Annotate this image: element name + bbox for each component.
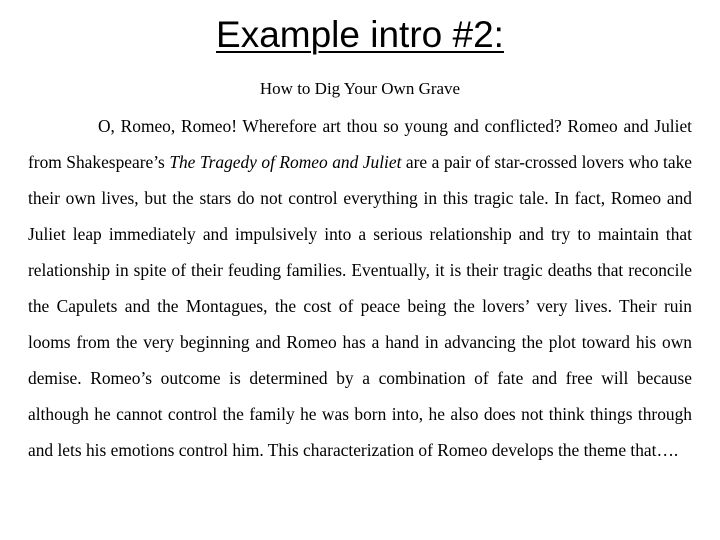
essay-title: How to Dig Your Own Grave [259, 79, 461, 98]
essay-paragraph [28, 108, 692, 468]
essay-paragraph-text-start: O, Romeo, Romeo! Wherefore art thou so young and conflicted? Romeo and Juliet from Shakespeare’s [28, 116, 692, 172]
work-title: The Tragedy of Romeo and Juliet [169, 152, 402, 172]
slide-title-text: Example intro #2: [216, 14, 504, 55]
slide-title [0, 12, 720, 58]
essay-paragraph-text-end: are a pair of star-crossed lovers who take their own lives, but the stars do not control everything in this tragic tale. In fact, Romeo and Juliet leap immediately and impulsively into a serious relationship and try to maintain that relationship in spite of their feuding families. Eventually, it is their tragic deaths that reconcile the Capulets and the Montagues, the cost of peace being the lovers’ very lives. Their ruin looms from the very beginning and Romeo has a hand in advancing the plot toward his own demise. Romeo’s outcome is determined by a combination of fate and free will because although he cannot control the family he was born into, he also does not think things through and lets his emotions control him. This characterization of Romeo develops the theme that…. [28, 152, 692, 460]
